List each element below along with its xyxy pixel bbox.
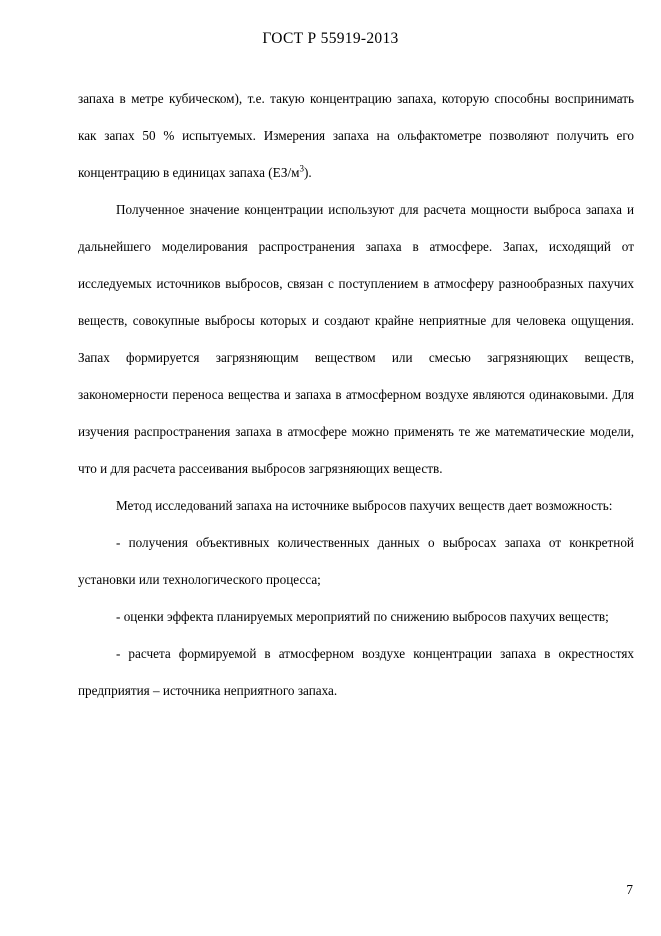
standard-number: ГОСТ Р 55919-2013	[262, 30, 399, 47]
paragraph-emission-power: Полученное значение концентрации используют для расчета мощности выброса запаха и дальнейшего моделирования распространения запаха в атмосфере. Запах, исходящий от исследуемых источников выбросов, связан с поступлением в атмосферу разнообразных пахучих веществ, совокупные выбросы которых и создают крайне неприятные для человека ощущения. Запах формируется загрязняющим веществом или смесью загрязняющих веществ, закономерности переноса вещества и запаха в атмосферном воздухе являются одинаковыми. Для изучения распространения запаха в атмосфере можно применять те же математические модели, что и для расчета рассеивания выбросов загрязняющих веществ.	[78, 202, 634, 476]
page-number: 7	[626, 882, 633, 897]
page-header	[0, 30, 661, 48]
paragraph-method-intro: Метод исследований запаха на источнике выбросов пахучих веществ дает возможность:	[116, 498, 613, 513]
paragraph-odor-concentration	[78, 80, 634, 191]
paragraph-list-item-objective-data: - получения объективных количественных данных о выбросах запаха от конкретной установки или технологического процесса;	[78, 535, 634, 587]
paragraph-list-item-concentration-calc: - расчета формируемой в атмосферном воздухе концентрации запаха в окрестностях предприятия – источника неприятного запаха.	[78, 646, 634, 698]
paragraph-text-part-2: ).	[303, 165, 312, 180]
page-body	[78, 80, 634, 709]
superscript-cubic-meter: 3	[299, 163, 304, 174]
paragraph-list-item-effect-estimation: - оценки эффекта планируемых мероприятий по снижению выбросов пахучих веществ;	[116, 609, 609, 624]
paragraph-text-part-1: запаха в метре кубическом), т.е. такую концентрацию запаха, которую способны воспринимать как запах 50 % испытуемых. Измерения запаха на ольфактометре позволяют получить его концентрацию в единицах запаха (ЕЗ/м	[78, 91, 634, 180]
